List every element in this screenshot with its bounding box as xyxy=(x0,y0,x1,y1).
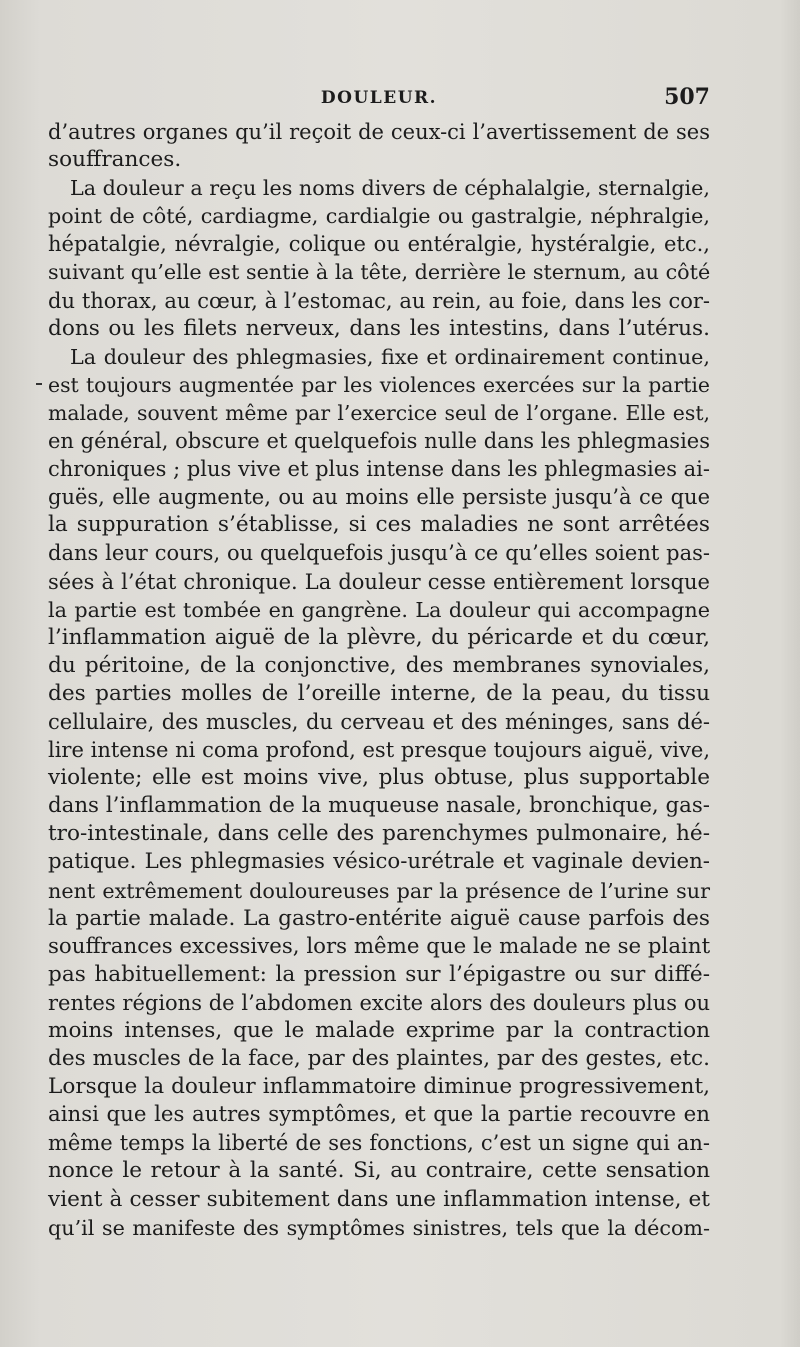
text-line: souffrances excessives, lors même que le malade ne se plaint xyxy=(48,933,711,959)
text-line: sées à l’état chronique. La douleur cesse entièrement lorsque xyxy=(48,569,710,594)
text-line: ainsi que les autres symptômes, et que la partie recouvre en xyxy=(48,1102,710,1128)
text-line: guës, elle augmente, ou au moins elle persiste jusqu’à ce que xyxy=(48,485,710,510)
text-line: La douleur des phlegmasies, fixe et ordinairement continue, xyxy=(70,344,710,369)
text-line: nent extrêmement douloureuses par la présence de l’urine sur xyxy=(48,878,710,903)
body-text xyxy=(48,118,710,1242)
text-line: en général, obscure et quelquefois nulle dans les phlegmasies xyxy=(48,429,710,454)
text-line: est toujours augmentée par les violences exercées sur la partie xyxy=(48,372,710,397)
text-line: d’autres organes qu’il reçoit de ceux-ci l’avertissement de ses xyxy=(48,120,710,144)
text-line: vient à cesser subitement dans une inflammation intense, et xyxy=(48,1186,710,1212)
page-number: 507 xyxy=(664,84,710,110)
running-head xyxy=(48,84,710,114)
text-line: pas habituellement: la pression sur l’épigastre ou sur diffé- xyxy=(48,961,710,987)
running-title: DOULEUR. xyxy=(320,88,438,108)
text-line: nonce le retour à la santé. Si, au contraire, cette sensation xyxy=(48,1158,710,1184)
text-line: des muscles de la face, par des plaintes, par des gestes, etc. xyxy=(48,1046,710,1072)
text-line: tro-intestinale, dans celle des parenchymes pulmonaire, hé- xyxy=(48,821,710,847)
text-line: la suppuration s’établisse, si ces maladies ne sont arrêtées xyxy=(48,512,710,538)
text-line: patique. Les phlegmasies vésico-urétrale et vaginale devien- xyxy=(48,849,710,875)
text-line: des parties molles de l’oreille interne, de la peau, du tissu xyxy=(48,680,710,706)
text-line: chroniques ; plus vive et plus intense dans les phlegmasies ai- xyxy=(48,457,710,482)
text-line: souffrances. xyxy=(48,147,182,173)
text-line: hépatalgie, névralgie, colique ou entéralgie, hystéralgie, etc., xyxy=(48,232,710,257)
text-line: l’inflammation aiguë de la plèvre, du péricarde et du cœur, xyxy=(48,624,710,650)
text-line: du péritoine, de la conjonctive, des membranes synoviales, xyxy=(48,652,710,678)
margin-mark xyxy=(36,383,42,385)
text-line: du thorax, au cœur, à l’estomac, au rein, au foie, dans les cor- xyxy=(48,288,710,313)
text-line: point de côté, cardiagme, cardialgie ou gastralgie, néphralgie, xyxy=(48,204,710,229)
text-line: dans leur cours, ou quelquefois jusqu’à ce qu’elles soient pas- xyxy=(48,541,710,566)
text-line: dans l’inflammation de la muqueuse nasale, bronchique, gas- xyxy=(48,793,710,819)
text-line: la partie malade. La gastro-entérite aiguë cause parfois des xyxy=(48,905,710,931)
text-line: moins intenses, que le malade exprime par la contraction xyxy=(48,1018,710,1043)
text-line: même temps la liberté de ses fonctions, c’est un signe qui an- xyxy=(48,1131,710,1156)
text-line: Lorsque la douleur inflammatoire diminue progressivement, xyxy=(48,1074,710,1100)
text-line: suivant qu’elle est sentie à la tête, derrière le sternum, au côté xyxy=(48,260,711,285)
text-line: malade, souvent même par l’exercice seul de l’organe. Elle est, xyxy=(48,400,710,425)
text-line: dons ou les filets nerveux, dans les intestins, dans l’utérus. xyxy=(48,315,710,341)
text-line: La douleur a reçu les noms divers de céphalalgie, sternalgie, xyxy=(70,176,710,201)
text-line: cellulaire, des muscles, du cerveau et des méninges, sans dé- xyxy=(48,709,710,734)
text-line: violente; elle est moins vive, plus obtuse, plus supportable xyxy=(48,765,710,791)
text-line: rentes régions de l’abdomen excite alors des douleurs plus ou xyxy=(48,990,710,1015)
text-line: qu’il se manifeste des symptômes sinistres, tels que la décom- xyxy=(48,1215,710,1240)
text-line: lire intense ni coma profond, est presque toujours aiguë, vive, xyxy=(48,738,710,763)
text-line: la partie est tombée en gangrène. La douleur qui accompagne xyxy=(48,597,710,622)
